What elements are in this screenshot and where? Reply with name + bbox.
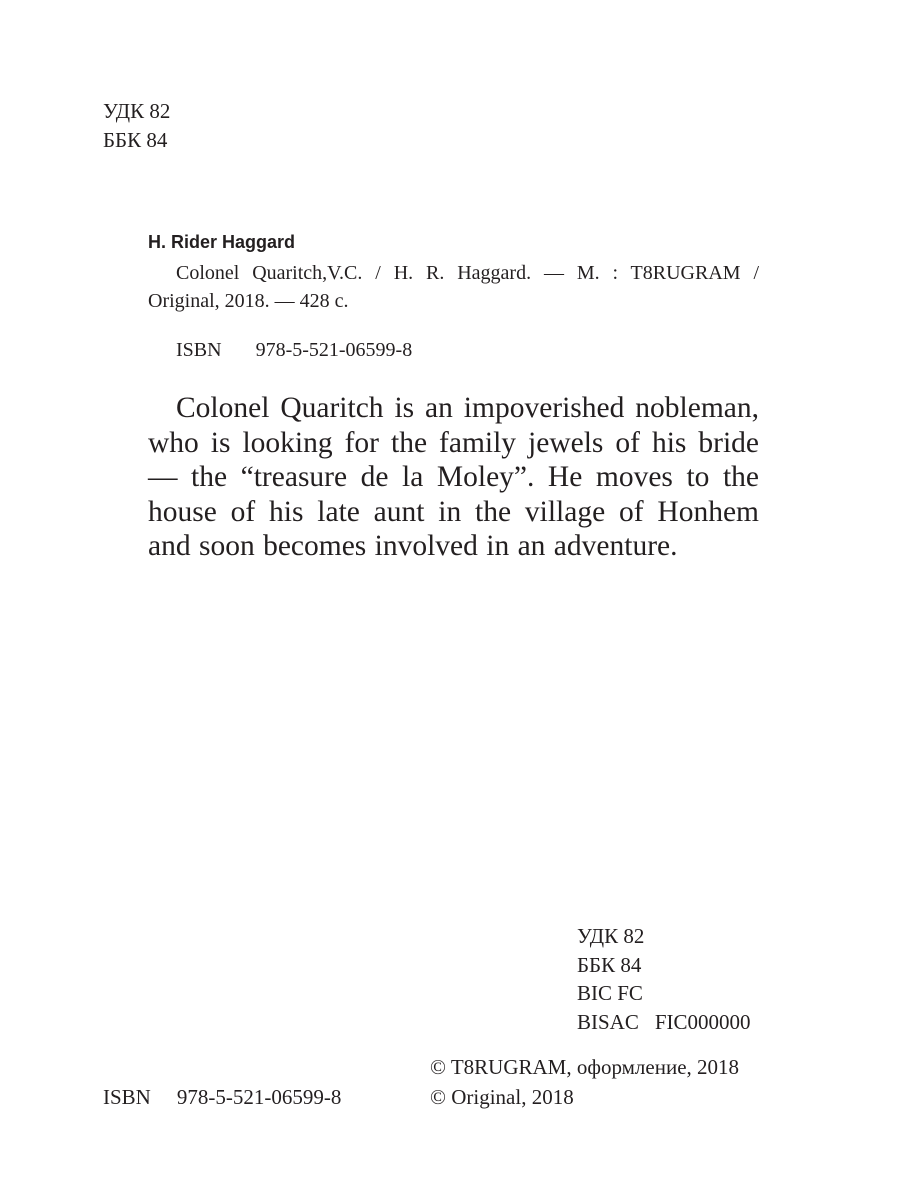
bbk-code: ББК 84 bbox=[103, 128, 168, 152]
bic-code: BIC FC bbox=[577, 981, 643, 1005]
isbn-bottom-label: ISBN bbox=[103, 1085, 151, 1109]
copyright-line-1: © T8RUGRAM, оформление, 2018 bbox=[430, 1055, 740, 1079]
isbn-bottom-number: 978-5-521-06599-8 bbox=[176, 1085, 342, 1109]
bisac-label: BISAC bbox=[577, 1009, 639, 1034]
isbn-main bbox=[176, 339, 412, 362]
udk-code: УДК 82 bbox=[103, 99, 171, 123]
isbn-number: 978-5-521-06599-8 bbox=[255, 339, 413, 361]
bisac-code bbox=[577, 1010, 751, 1039]
book-annotation: Colonel Quaritch is an impoverished nobleman, who is looking for the family jewels of his bride — the “treasure de la Moley”. He moves to the house of his late aunt in the village of Honhem and soon becomes involved in an adventure. bbox=[148, 392, 759, 562]
bbk-code-bottom: ББК 84 bbox=[577, 952, 642, 977]
bibliographic-description bbox=[148, 259, 759, 315]
isbn-label: ISBN bbox=[176, 339, 222, 361]
copyright-line-2: © Original, 2018 bbox=[430, 1085, 574, 1109]
top-classification-codes bbox=[103, 98, 170, 156]
bibliographic-line-2: Original, 2018. — 428 c. bbox=[148, 290, 349, 312]
author-name: H. Rider Haggard bbox=[148, 232, 296, 252]
copyright-block bbox=[430, 1055, 739, 1115]
bisac-value: FIC000000 bbox=[654, 1009, 751, 1034]
udk-code-bottom: УДК 82 bbox=[577, 924, 645, 948]
isbn-bottom bbox=[103, 1085, 341, 1110]
bottom-classification-codes bbox=[577, 924, 751, 1038]
bibliographic-line-1: Colonel Quaritch,V.C. / H. R. Haggard. — M. : T8RUGRAM / bbox=[176, 262, 759, 284]
